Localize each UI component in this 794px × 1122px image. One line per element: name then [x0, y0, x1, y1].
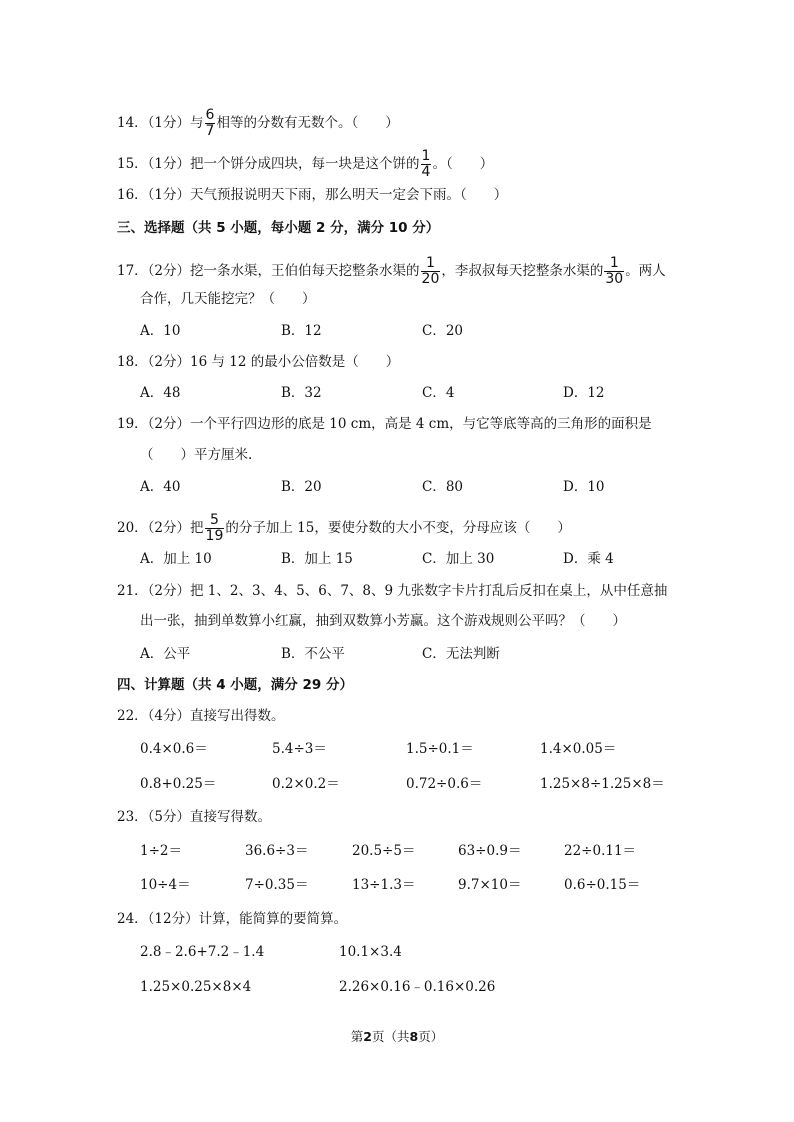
q14-fraction: $\frac{6}{7}$ — [205, 107, 215, 139]
q19-option-b: B．20 — [281, 479, 322, 495]
q22-item: 1.25×8÷1.25×8＝ — [540, 776, 665, 792]
q24-item: 2.26×0.16﹣0.16×0.26 — [339, 979, 496, 995]
q24-item: 10.1×3.4 — [339, 944, 402, 960]
q22-item: 5.4÷3＝ — [272, 741, 327, 757]
q22-item: 0.2×0.2＝ — [272, 776, 340, 792]
q17-option-a: A．10 — [140, 323, 181, 339]
q20-option-c: C．加上 30 — [422, 551, 495, 567]
question-20 — [117, 513, 571, 544]
q17-text-mid: ，李叔叔每天挖整条水渠的 — [441, 263, 604, 279]
q17-text-post: 。两人 — [625, 263, 666, 279]
q23-item: 36.6÷3＝ — [245, 843, 309, 859]
q18-option-d: D．12 — [563, 385, 605, 401]
q18-option-b: B．32 — [281, 385, 322, 401]
q20-option-a: A．加上 10 — [140, 551, 212, 567]
q15-text-pre: 15．（1分）把一个饼分成四块，每一块是这个饼的 — [117, 156, 420, 172]
question-21: 21．（2分）把 1、2、3、4、5、6、7、8、9 九张数字卡片打乱后反扣在桌上，从中任意抽 — [117, 583, 668, 599]
q23-item: 63÷0.9＝ — [458, 843, 522, 859]
question-15 — [117, 149, 493, 180]
q17-option-c: C．20 — [422, 323, 464, 339]
q21-line-2: 出一张，抽到单数算小红赢，抽到双数算小芳赢。这个游戏规则公平吗？（ ） — [140, 613, 626, 629]
q23-item: 10÷4＝ — [140, 877, 191, 893]
question-22: 22．（4分）直接写出得数。 — [117, 708, 285, 724]
q14-text-pre: 14．（1分）与 — [117, 115, 204, 131]
q19-option-c: C．80 — [422, 479, 464, 495]
q23-item: 1÷2＝ — [140, 843, 182, 859]
q20-option-b: B．加上 15 — [281, 551, 353, 567]
q23-item: 9.7×10＝ — [458, 877, 522, 893]
q24-item: 1.25×0.25×8×4 — [140, 979, 252, 995]
question-16: 16．（1分）天气预报说明天下雨，那么明天一定会下雨。（ ） — [117, 187, 508, 203]
footer-suffix: 页） — [418, 1029, 444, 1044]
q23-item: 13÷1.3＝ — [352, 877, 416, 893]
q23-item: 22÷0.11＝ — [564, 843, 637, 859]
section-4-title: 四、计算题（共 4 小题，满分 29 分） — [117, 677, 353, 693]
q24-item: 2.8﹣2.6+7.2﹣1.4 — [140, 944, 265, 960]
q22-item: 0.72÷0.6＝ — [406, 776, 483, 792]
q18-option-c: C．4 — [422, 385, 455, 401]
page-footer — [0, 1027, 794, 1045]
q17-option-b: B．12 — [281, 323, 322, 339]
q17-line-2: 合作，几天能挖完？（ ） — [140, 291, 316, 307]
q15-fraction: $\frac{1}{4}$ — [421, 148, 431, 180]
question-18: 18．（2分）16 与 12 的最小公倍数是（ ） — [117, 354, 400, 370]
q22-item: 1.5÷0.1＝ — [406, 741, 474, 757]
question-19: 19．（2分）一个平行四边形的底是 10 cm，高是 4 cm，与它等底等高的三角形的面积是 — [117, 416, 652, 432]
q20-option-d: D．乘 4 — [563, 551, 614, 567]
q17-text-pre: 17．（2分）挖一条水渠，王伯伯每天挖整条水渠的 — [117, 263, 420, 279]
q17-fraction-2: $\frac{1}{30}$ — [605, 255, 624, 287]
footer-total-pages: 8 — [409, 1029, 419, 1044]
q18-option-a: A．48 — [140, 385, 181, 401]
q19-option-a: A．40 — [140, 479, 181, 495]
footer-middle: 页（共 — [371, 1029, 410, 1044]
q21-option-c: C．无法判断 — [422, 646, 500, 662]
q23-item: 20.5÷5＝ — [352, 843, 416, 859]
q14-text-post: 相等的分数有无数个。（ ） — [216, 115, 399, 131]
q21-option-b: B．不公平 — [281, 646, 345, 662]
q20-fraction: $\frac{5}{19}$ — [205, 512, 224, 544]
q23-item: 0.6÷0.15＝ — [564, 877, 641, 893]
q20-text-pre: 20．（2分）把 — [117, 520, 204, 536]
question-24: 24．（12分）计算，能简算的要简算。 — [117, 911, 348, 927]
q19-line-2: （ ）平方厘米. — [140, 447, 253, 463]
q19-option-d: D．10 — [563, 479, 605, 495]
q15-text-post: 。（ ） — [432, 156, 494, 172]
q22-item: 0.4×0.6＝ — [140, 741, 208, 757]
q20-text-post: 的分子加上 15，要使分数的大小不变，分母应该（ ） — [225, 520, 571, 536]
footer-prefix: 第 — [350, 1029, 364, 1044]
footer-page-number: 2 — [363, 1029, 372, 1044]
q21-option-a: A．公平 — [140, 646, 191, 662]
question-23: 23．（5分）直接写得数。 — [117, 809, 272, 825]
section-3-title: 三、选择题（共 5 小题，每小题 2 分，满分 10 分） — [117, 220, 440, 236]
q22-item: 1.4×0.05＝ — [540, 741, 617, 757]
q22-item: 0.8+0.25＝ — [140, 776, 217, 792]
q23-item: 7÷0.35＝ — [245, 877, 309, 893]
question-17 — [117, 256, 666, 287]
q17-fraction-1: $\frac{1}{20}$ — [421, 255, 440, 287]
question-14 — [117, 108, 399, 139]
